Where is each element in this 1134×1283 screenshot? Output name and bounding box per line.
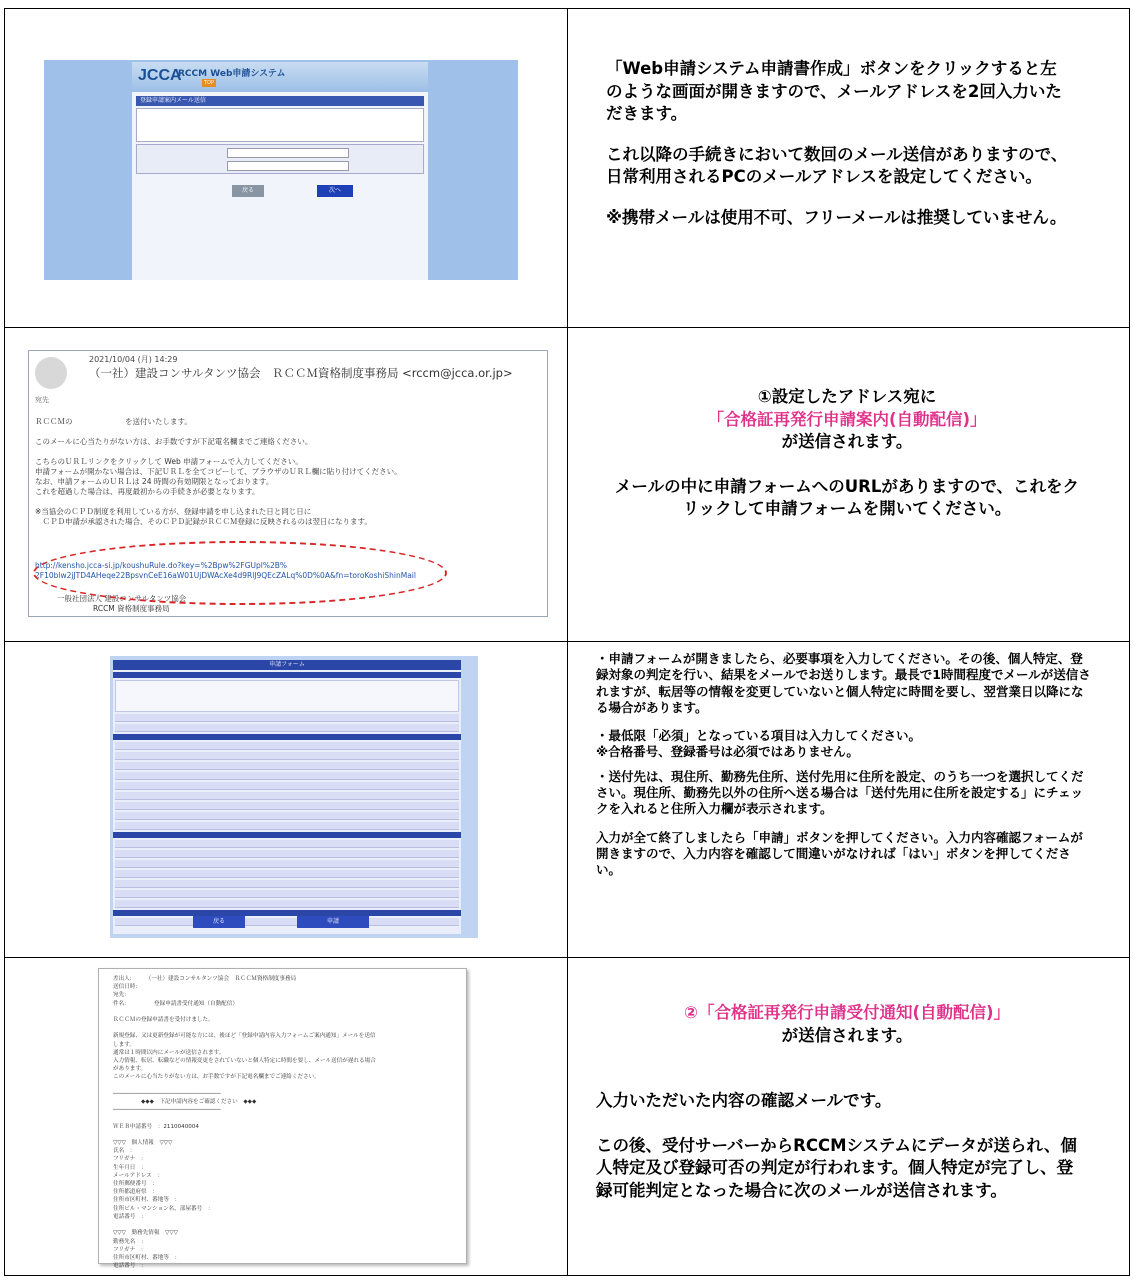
row2-line: が送信されます。 bbox=[781, 432, 913, 451]
form-row[interactable] bbox=[115, 802, 459, 810]
row1-paragraph: ※携帯メールは使用不可、フリーメールは推奨していません。 bbox=[606, 207, 1067, 227]
form-row[interactable] bbox=[115, 792, 459, 800]
jcca-logo: JCCA bbox=[138, 67, 182, 84]
form-row[interactable] bbox=[115, 772, 459, 780]
form-row[interactable] bbox=[115, 900, 459, 908]
form-row[interactable] bbox=[115, 870, 459, 878]
form-row[interactable] bbox=[115, 890, 459, 898]
row3-paragraph: ・送付先は、現住所、勤務先住所、送付先用に住所を設定、のうち一つを選択してください。現住所、勤務先以外の住所へ送る場合は「送付先用に住所を設定する」にチェックを入れると住所入力欄が表示されます。 bbox=[596, 768, 1084, 817]
form-row[interactable] bbox=[115, 714, 459, 722]
top-button[interactable] bbox=[202, 79, 216, 87]
row2-mail-name: 「合格証再発行申請案内(自動配信)」 bbox=[707, 409, 987, 429]
top-button-label: TOP bbox=[203, 80, 214, 86]
row4-heading bbox=[572, 1002, 1122, 1047]
form-title: 申請フォーム bbox=[113, 660, 461, 670]
form-row[interactable] bbox=[115, 742, 459, 750]
submit-button[interactable]: 申請 bbox=[297, 916, 369, 928]
application-form-panel bbox=[113, 660, 461, 934]
form-notice bbox=[115, 680, 459, 712]
acceptance-email-screenshot bbox=[98, 968, 467, 1270]
back-button[interactable]: 戻る bbox=[193, 916, 245, 928]
row2-instructions bbox=[572, 386, 1122, 521]
form-row[interactable] bbox=[115, 840, 459, 848]
row3-paragraph: 入力が全て終了しましたら「申請」ボタンを押してください。入力内容確認フォームが開きますので、入力内容を確認して間違いがなければ「はい」ボタンを押してください。 bbox=[596, 829, 1083, 878]
row-divider bbox=[5, 641, 1129, 642]
form-section-bar bbox=[113, 832, 461, 838]
row-divider bbox=[5, 327, 1129, 328]
form-section-bar bbox=[113, 910, 461, 916]
web-system-panel bbox=[132, 62, 428, 280]
row4-line: が送信されます。 bbox=[781, 1025, 913, 1045]
email-body-line: ※当協会のＣＰＤ制度を利用している方が、登録申請を申し込まれた日と同じ日に bbox=[35, 507, 312, 516]
form-row[interactable] bbox=[115, 782, 459, 790]
form-row[interactable] bbox=[115, 822, 459, 830]
row3-paragraph: ・申請フォームが開きましたら、必要事項を入力してください。その後、個人特定、登録対象の判定を行い、結果をメールでお送りします。最長で1時間程度でメールが送信されますが、転居等の情報を変更していないと個人特定に時間を要し、翌営業日以降になる場合があります。 bbox=[596, 651, 1091, 715]
web-system-screenshot bbox=[44, 60, 518, 280]
row4-mail-name: ②「合格証再発行申請受付通知(自動配信)」 bbox=[683, 1003, 1011, 1022]
email-body-line: こちらのＵＲＬリンクをクリックして Web 申請フォームで入力してください。 bbox=[35, 457, 303, 466]
row4-instructions bbox=[596, 1090, 1086, 1220]
form-section-bar bbox=[113, 672, 461, 678]
acceptance-email-text: 差出人: （一社）建設コンサルタンツ協会 ＲＣＣＭ資格制度事務局 送信日時: 宛先: 件名: 登録申請書受付通知（自動配信） ＲＣＣＭの登録申請書を受付けました。 新規登録、又は更新登録が可能な方には、後ほど「登録申請内容入力フォームご案内通知」メールを送信 します。 通常は１時間以内にメールが送信されます。 入力情報、転居、転職などの情報変更をされていないと個人特定に時間を要し、メール送信が遅れる場合 があります。 このメールに心当たりがない方は、お手数ですが下記電名欄までご連絡ください。 ──────────────────────────────── ◆◆◆ 下記申請内容をご確認ください ◆◆◆ ──────────────────────────────── ＷＥＢ申請番号 ：2110040004 ▽▽▽ 個人情報 ▽▽▽ 氏名 ： フリガナ ： 生年月日 ： メールアドレス ： 住所郵便番号 ： 住所都道府県 ： 住所市区町村、番地等 ： 住所ビル・マンション名、部屋番号 ： 電話番号 ： ▽▽▽ 勤務先情報 ▽▽▽ 勤務先名 ： フリガナ ： 住所市区町村、番地等 ： 電話番号 ： bbox=[113, 976, 376, 1270]
row2-paragraph: メールの中に申請フォームへのURLがありますので、これをクリックして申請フォームを開いてください。 bbox=[614, 476, 1080, 518]
form-section-bar bbox=[113, 734, 461, 740]
form-row[interactable] bbox=[115, 860, 459, 868]
notice-box bbox=[136, 108, 424, 142]
email-form bbox=[136, 144, 424, 174]
email-body-line: 申請フォームが開かない場合は、下記ＵＲＬを全てコピーして、ブラウザのＵＲＬ欄に貼り付けてください。 bbox=[35, 467, 402, 476]
next-button[interactable] bbox=[317, 185, 353, 197]
form-row[interactable] bbox=[115, 918, 459, 926]
email-screenshot bbox=[28, 350, 548, 617]
email-confirm-field[interactable] bbox=[227, 161, 349, 171]
form-row[interactable] bbox=[115, 812, 459, 820]
avatar bbox=[35, 357, 67, 389]
email-date: 2021/10/04 (月) 14:29 bbox=[89, 355, 178, 364]
email-body-line: これを超過した場合は、再度最初からの手続きが必要となります。 bbox=[35, 487, 260, 496]
row1-paragraph: 「Web申請システム申請書作成」ボタンをクリックすると左のような画面が開きますので、メールアドレスを2回入力いただきます。 bbox=[606, 59, 1062, 123]
application-form-screenshot bbox=[110, 656, 478, 938]
back-button[interactable] bbox=[232, 185, 264, 197]
row3-paragraph: ・最低限「必須」となっている項目は入力してください。 bbox=[596, 728, 922, 744]
back-button-label: 戻る bbox=[241, 187, 254, 194]
column-divider bbox=[567, 9, 568, 1275]
row4-paragraph: この後、受付サーバーからRCCMシステムにデータが送られ、個人特定及び登録可否の判定が行われます。個人特定が完了し、登録可能判定となった場合に次のメールが送信されます。 bbox=[596, 1135, 1077, 1200]
row3-instructions bbox=[596, 651, 1092, 891]
row4-paragraph: 入力いただいた内容の確認メールです。 bbox=[596, 1091, 892, 1110]
email-body-line: なお、申請フォームのＵＲＬは 24 時間の有効期限となっております。 bbox=[35, 477, 274, 486]
link-line: 2F10blw2jJTD4AHeqe22BpsvnCeE16aW01UjDWAcXe4d9RlJ9QEcZALq%0D%0A&fn=toroKoshiShinMail bbox=[35, 571, 416, 580]
system-header bbox=[132, 62, 428, 92]
email-field[interactable] bbox=[227, 148, 349, 158]
email-body bbox=[35, 417, 535, 527]
system-title: RCCM Web申請システム bbox=[178, 69, 286, 79]
form-row[interactable] bbox=[115, 850, 459, 858]
email-body-line: ＣＰＤ申請が承認された場合、そのＣＰＤ記録がＲＣＣＭ登録に反映されるのは翌日になります。 bbox=[35, 517, 372, 526]
row1-instructions bbox=[606, 58, 1068, 247]
url-highlight-ellipse bbox=[33, 541, 447, 605]
row2-line: ①設定したアドレス宛に bbox=[757, 387, 937, 406]
form-row[interactable] bbox=[115, 762, 459, 770]
row1-paragraph: これ以降の手続きにおいて数回のメール送信がありますので、日常利用されるPCのメールアドレスを設定してください。 bbox=[606, 144, 1068, 186]
row3-paragraph: ※合格番号、登録番号は必須ではありません。 bbox=[596, 744, 859, 760]
form-row[interactable] bbox=[115, 724, 459, 732]
signature-line: 一般社団法人 建設コンサルタンツ協会 bbox=[57, 594, 187, 603]
email-sender: （一社）建設コンサルタンツ協会 ＲＣＣＭ資格制度事務局 <rccm@jcca.or.jp> bbox=[89, 366, 513, 380]
form-row[interactable] bbox=[115, 752, 459, 760]
section-bar: 登録申請案内メール送信 bbox=[136, 96, 424, 106]
email-recipient-label: 宛先 bbox=[35, 396, 49, 404]
email-body-line: このメールに心当たりがない方は、お手数ですが下記電名欄までご連絡ください。 bbox=[35, 437, 313, 446]
signature-line: RCCM 資格制度事務局 bbox=[93, 604, 170, 613]
link-line: http://kensho.jcca-si.jp/koushuRule.do?key=%2Bpw%2FGUpl%2B% bbox=[35, 561, 288, 570]
row-divider bbox=[5, 957, 1129, 958]
form-row[interactable] bbox=[115, 880, 459, 888]
email-body-line: ＲＣＣＭの を送付いたします。 bbox=[35, 417, 192, 426]
next-button-label: 次へ bbox=[328, 187, 341, 194]
